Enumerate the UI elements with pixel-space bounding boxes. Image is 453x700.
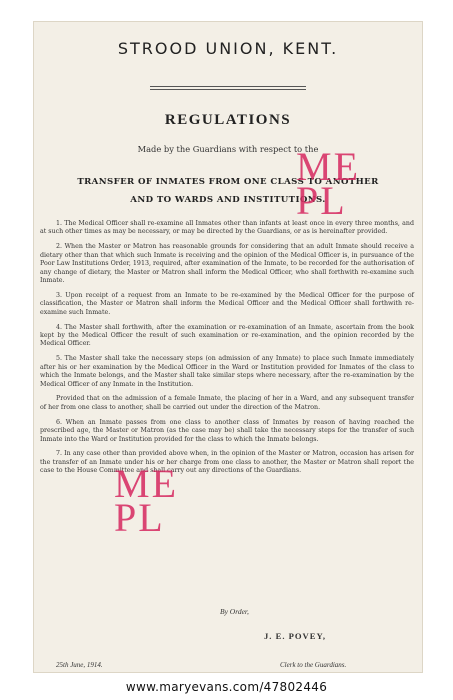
clause: 4. The Master shall forthwith, after the examination or re-examination of an Inmate, ascertain from the book kept by the Medical Officer the result of such examination or re-examination, and the opinion recorded by the Medical Officer. — [40, 323, 414, 348]
clause: 5. The Master shall take the necessary steps (on admission of any Inmate) to place such Inmate immediately after his or her examination by the Medical Officer in the Ward or Institution provided for Inmates of the class to which the Inmate belongs, and the Master shall take similar steps where necessary, after the re-examination by the Medical Officer of any Inmate in the Institution. — [40, 355, 414, 388]
signatory-title: Clerk to the Guardians. — [280, 661, 347, 669]
regulations-heading: REGULATIONS — [164, 112, 292, 128]
clause: 2. When the Master or Matron has reasonable grounds for considering that an adult Inmate should receive a dietary other than that which such Inmate is receiving and the opinion of the Medical Officer is, in pursuance of the Poor Law Institutions Order, 1913, required, after examination of the Inmate, to be recorded for the authorisation of any change of dietary, the Master or Matron shall inform the Medical Officer, who shall forthwith re-examine such Inmate. — [40, 243, 414, 284]
transfer-heading — [34, 173, 422, 209]
watermark-line: ME — [296, 144, 360, 189]
by-order: By Order, — [220, 607, 249, 616]
clause: 7. In any case other than provided above when, in the opinion of the Master or Matron, occasion has arisen for the transfer of an Inmate under his or her charge from one class to another, the Master or Matron shall report the case to the House Committee and shall carry out any directions of the Guardians. — [40, 450, 414, 475]
watermark-line: ME — [114, 461, 178, 506]
transfer-heading-line-2: AND TO WARDS AND INSTITUTIONS. — [130, 195, 326, 205]
signatory-name: J. E. POVEY, — [264, 631, 327, 641]
clause: 1. The Medical Officer shall re-examine all Inmates other than infants at least once in every three months, and at such other times as may be necessary, or may be directed by the Guardians, or as is hereinafter provided. — [40, 220, 414, 236]
regulation-clauses — [40, 220, 414, 482]
source-url: www.maryevans.com/47802446 — [125, 680, 328, 694]
transfer-heading-line-1: TRANSFER OF INMATES FROM ONE CLASS TO ANOTHER — [77, 177, 379, 187]
document-date: 25th June, 1914. — [56, 661, 103, 669]
clause: 3. Upon receipt of a request from an Inmate to be re-examined by the Medical Officer for the purpose of classification, the Master or Matron shall inform the Medical Officer and the Medical Officer shall forthwith re-examine such Inmate. — [40, 291, 414, 316]
made-by-line: Made by the Guardians with respect to the — [137, 144, 319, 154]
union-title: STROOD UNION, KENT. — [117, 39, 339, 58]
watermark-line: PL — [114, 495, 165, 540]
watermark-line: PL — [296, 178, 347, 223]
clause: 6. When an Inmate passes from one class to another class of Inmates by reason of having reached the prescribed age, the Master or Matron (as the case may be) shall take the necessary steps for the transfer of such Inmate into the Ward or Institution provided for the class to which the Inmate belongs. — [40, 418, 414, 443]
document-sheet — [34, 22, 422, 672]
title-rule — [150, 86, 306, 90]
clause: Provided that on the admission of a female Inmate, the placing of her in a Ward, and any subsequent transfer of her from one class to another, shall be carried out under the direction of the Matron. — [40, 395, 414, 411]
